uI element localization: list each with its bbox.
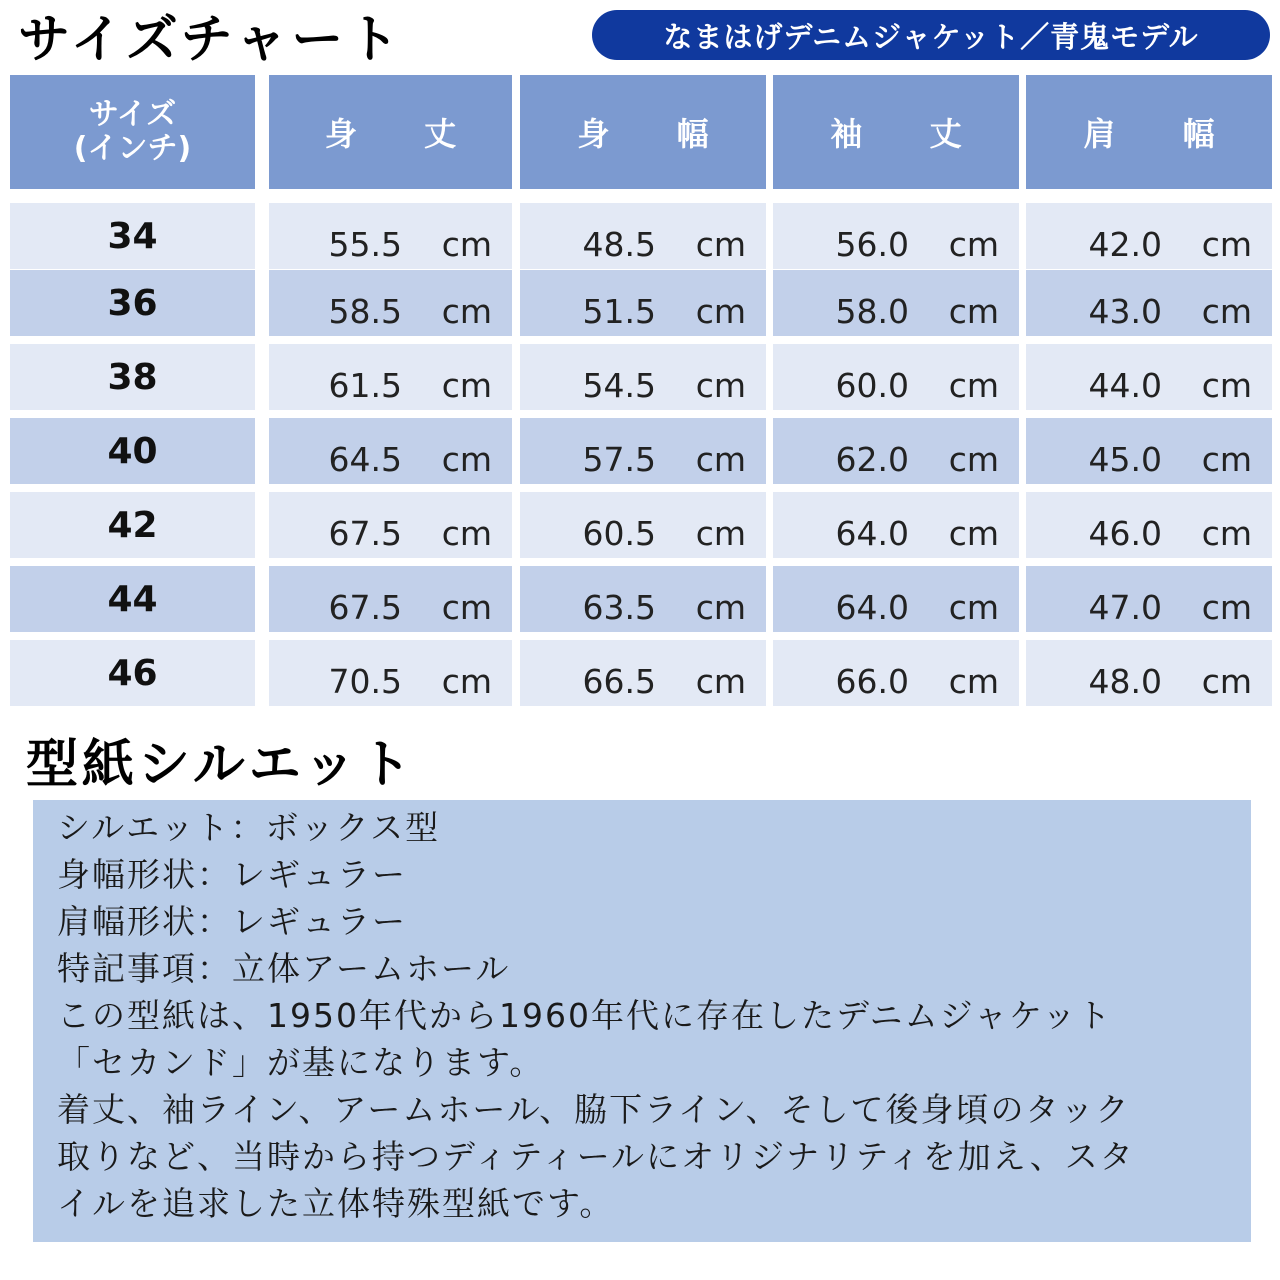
description-line: この型紙は、1950年代から1960年代に存在したデニムジャケット xyxy=(57,996,1113,1035)
product-badge: なまはげデニムジャケット／青鬼モデル xyxy=(592,10,1270,60)
measurement-unit: cm xyxy=(1201,440,1252,479)
measurement-unit: cm xyxy=(1201,662,1252,701)
header-size-label: サイズ xyxy=(88,97,177,132)
measurement-value: 66.0 xyxy=(835,662,909,701)
measurement-cell xyxy=(773,566,1019,632)
measurement-value: 51.5 xyxy=(582,292,656,331)
measurement-value: 70.5 xyxy=(328,662,402,701)
measurement-cell xyxy=(1026,566,1272,632)
measurement-unit: cm xyxy=(441,514,492,553)
size-cell: 34 xyxy=(10,203,255,269)
measurement-cell xyxy=(773,344,1019,410)
measurement-unit: cm xyxy=(948,514,999,553)
header-column: 肩 幅 xyxy=(1026,75,1272,189)
measurement-value: 58.5 xyxy=(328,292,402,331)
measurement-value: 64.0 xyxy=(835,588,909,627)
measurement-cell xyxy=(1026,203,1272,269)
header-column: 身 幅 xyxy=(520,75,766,189)
measurement-unit: cm xyxy=(948,588,999,627)
measurement-cell xyxy=(773,270,1019,336)
header-size xyxy=(10,75,255,189)
measurement-value: 67.5 xyxy=(328,588,402,627)
measurement-unit: cm xyxy=(695,588,746,627)
page-title: サイズチャート xyxy=(18,10,404,70)
description-line: 肩幅形状：レギュラー xyxy=(57,902,407,941)
size-cell: 46 xyxy=(10,640,255,706)
measurement-cell xyxy=(1026,640,1272,706)
measurement-unit: cm xyxy=(948,225,999,264)
size-cell: 40 xyxy=(10,418,255,484)
description-line: 着丈、袖ライン、アームホール、脇下ライン、そして後身頃のタック xyxy=(57,1090,1131,1129)
measurement-unit: cm xyxy=(695,514,746,553)
measurement-value: 46.0 xyxy=(1088,514,1162,553)
measurement-unit: cm xyxy=(1201,588,1252,627)
size-cell: 42 xyxy=(10,492,255,558)
size-cell: 36 xyxy=(10,270,255,336)
measurement-value: 48.0 xyxy=(1088,662,1162,701)
size-cell: 44 xyxy=(10,566,255,632)
measurement-cell xyxy=(269,640,512,706)
measurement-unit: cm xyxy=(441,440,492,479)
measurement-unit: cm xyxy=(1201,514,1252,553)
measurement-unit: cm xyxy=(948,440,999,479)
description-line: 身幅形状：レギュラー xyxy=(57,855,407,894)
measurement-unit: cm xyxy=(695,662,746,701)
measurement-unit: cm xyxy=(695,225,746,264)
measurement-value: 60.5 xyxy=(582,514,656,553)
measurement-value: 54.5 xyxy=(582,366,656,405)
measurement-cell xyxy=(773,203,1019,269)
measurement-value: 64.0 xyxy=(835,514,909,553)
measurement-cell xyxy=(520,566,766,632)
measurement-unit: cm xyxy=(948,662,999,701)
measurement-value: 45.0 xyxy=(1088,440,1162,479)
measurement-value: 64.5 xyxy=(328,440,402,479)
header-column: 身 丈 xyxy=(269,75,512,189)
measurement-cell xyxy=(520,640,766,706)
measurement-cell xyxy=(520,418,766,484)
description-line: 特記事項：立体アームホール xyxy=(57,949,511,988)
measurement-unit: cm xyxy=(441,225,492,264)
measurement-cell xyxy=(269,418,512,484)
description-line: イルを追求した立体特殊型紙です。 xyxy=(57,1184,615,1223)
header-size-unit: (インチ) xyxy=(73,131,192,166)
measurement-cell xyxy=(520,492,766,558)
measurement-cell xyxy=(773,418,1019,484)
measurement-unit: cm xyxy=(1201,366,1252,405)
measurement-cell xyxy=(773,640,1019,706)
measurement-cell xyxy=(1026,418,1272,484)
measurement-value: 58.0 xyxy=(835,292,909,331)
measurement-unit: cm xyxy=(441,588,492,627)
measurement-unit: cm xyxy=(695,292,746,331)
measurement-value: 48.5 xyxy=(582,225,656,264)
measurement-unit: cm xyxy=(1201,292,1252,331)
measurement-cell xyxy=(773,492,1019,558)
measurement-value: 61.5 xyxy=(328,366,402,405)
measurement-cell xyxy=(269,203,512,269)
measurement-unit: cm xyxy=(441,662,492,701)
measurement-value: 43.0 xyxy=(1088,292,1162,331)
measurement-cell xyxy=(269,492,512,558)
measurement-value: 66.5 xyxy=(582,662,656,701)
measurement-value: 57.5 xyxy=(582,440,656,479)
silhouette-title: 型紙シルエット xyxy=(26,735,416,795)
measurement-cell xyxy=(520,344,766,410)
measurement-unit: cm xyxy=(441,366,492,405)
header-column: 袖 丈 xyxy=(773,75,1019,189)
measurement-unit: cm xyxy=(695,440,746,479)
measurement-value: 56.0 xyxy=(835,225,909,264)
silhouette-description xyxy=(33,800,1251,1242)
measurement-value: 62.0 xyxy=(835,440,909,479)
measurement-cell xyxy=(1026,270,1272,336)
measurement-value: 47.0 xyxy=(1088,588,1162,627)
description-line: 取りなど、当時から持つディティールにオリジナリティを加え、スタ xyxy=(57,1137,1135,1176)
measurement-unit: cm xyxy=(441,292,492,331)
measurement-unit: cm xyxy=(1201,225,1252,264)
measurement-cell xyxy=(1026,492,1272,558)
measurement-cell xyxy=(269,270,512,336)
measurement-cell xyxy=(269,566,512,632)
measurement-value: 60.0 xyxy=(835,366,909,405)
measurement-value: 55.5 xyxy=(328,225,402,264)
measurement-value: 67.5 xyxy=(328,514,402,553)
measurement-value: 42.0 xyxy=(1088,225,1162,264)
description-line: 「セカンド」が基になります。 xyxy=(57,1043,545,1082)
description-line: シルエット：ボックス型 xyxy=(57,808,441,847)
measurement-value: 63.5 xyxy=(582,588,656,627)
measurement-value: 44.0 xyxy=(1088,366,1162,405)
measurement-unit: cm xyxy=(948,366,999,405)
measurement-unit: cm xyxy=(695,366,746,405)
measurement-cell xyxy=(1026,344,1272,410)
measurement-cell xyxy=(520,203,766,269)
measurement-cell xyxy=(520,270,766,336)
size-cell: 38 xyxy=(10,344,255,410)
measurement-cell xyxy=(269,344,512,410)
measurement-unit: cm xyxy=(948,292,999,331)
